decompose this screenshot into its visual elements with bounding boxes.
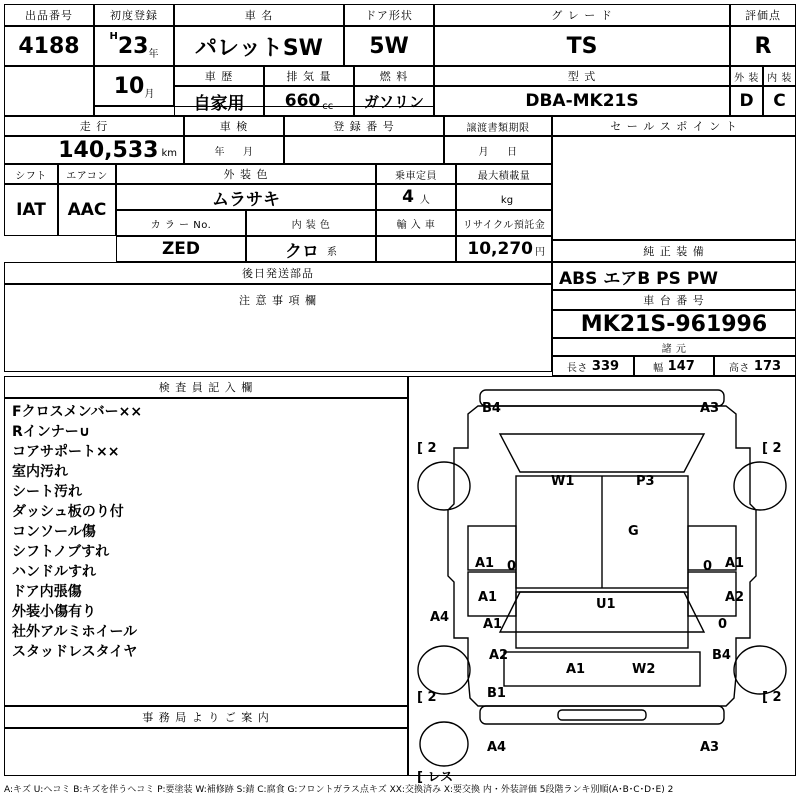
recycle-number: 10,270 — [467, 239, 533, 259]
damage-mark: A3 — [700, 740, 720, 755]
damage-mark: [ 2 — [762, 441, 782, 456]
caution-title: 注 意 事 項 欄 — [239, 294, 317, 307]
dimensions-label: 諸 元 — [552, 338, 796, 356]
aircon-label: エアコン — [58, 164, 116, 184]
chassis-value: MK21S-961996 — [552, 310, 796, 338]
interior-grade-value: C — [763, 86, 796, 116]
exterior-label: 外 装 — [730, 66, 763, 86]
equipment-label: 純 正 装 備 — [552, 240, 796, 262]
inspection-value — [184, 136, 284, 164]
sales-point-label: セ ー ル ス ポ イ ン ト — [552, 116, 796, 136]
first-reg-year: 23 — [117, 33, 149, 59]
fuel-value: ガソリン — [354, 86, 434, 116]
inspection-year-unit: 年 — [214, 146, 225, 158]
interior-color-value — [246, 236, 376, 262]
exhibit-no-value: 4188 — [4, 26, 94, 66]
inspector-notes-list — [6, 398, 406, 706]
damage-mark: [ 2 — [417, 690, 437, 705]
legend-footer: A:キズ U:ヘコミ B:キズを伴うヘコミ P:要塗装 W:補修跡 S:錆 C:腐食 G:フロントガラス点キズ XX:交換済み X:要交換 内・外装評価 5段階ランキ別順(A･B･C･D･E) 2 — [4, 785, 674, 795]
rating-value: R — [730, 26, 796, 66]
recycle-value — [456, 236, 552, 262]
inspector-note-line: スタッドレスタイヤ — [12, 644, 138, 660]
transfer-deadline-label: 譲渡書類期限 — [444, 116, 552, 136]
rating-label: 評価点 — [730, 4, 796, 26]
recycle-unit: 円 — [535, 247, 545, 258]
length-label: 長さ — [566, 362, 588, 374]
inspector-note-line: Rインナー∪ — [12, 424, 91, 440]
inspector-label: 検 査 員 記 入 欄 — [4, 376, 408, 398]
seats-value — [376, 184, 456, 210]
first-registration-month — [94, 66, 174, 106]
transfer-day-unit: 日 — [507, 146, 518, 158]
damage-mark: 0 — [718, 617, 728, 632]
damage-mark: W1 — [551, 474, 575, 489]
equipment-value: ABS エアB PS PW — [552, 262, 796, 290]
exterior-color-value: ムラサキ — [116, 184, 376, 210]
car-history-label: 車 歴 — [174, 66, 264, 86]
damage-mark: A3 — [700, 401, 720, 416]
damage-mark: A1 — [483, 617, 503, 632]
damage-mark: B4 — [482, 401, 501, 416]
mileage-unit: km — [161, 148, 177, 159]
width-label: 幅 — [653, 362, 664, 374]
inspector-note-line: ドア内張傷 — [12, 584, 82, 600]
registration-value — [284, 136, 444, 164]
interior-label: 内 装 — [763, 66, 796, 86]
interior-color-text: クロ — [285, 241, 319, 262]
damage-mark: [ 2 — [762, 690, 782, 705]
displacement-label: 排 気 量 — [264, 66, 354, 86]
car-name-label: 車 名 — [174, 4, 344, 26]
inspector-note-line: シート汚れ — [12, 484, 82, 500]
damage-mark: A2 — [725, 590, 745, 605]
car-name-value: パレットSW — [174, 26, 344, 66]
displacement-number: 660 — [284, 91, 321, 111]
max-load-unit: kg — [500, 195, 514, 206]
inspector-note-line: 外装小傷有り — [12, 604, 96, 620]
displacement-unit: cc — [322, 101, 334, 112]
damage-mark: A1 — [725, 556, 745, 571]
mileage-label: 走 行 — [4, 116, 184, 136]
seats-unit: 人 — [419, 195, 430, 206]
max-load-value — [456, 184, 552, 210]
transfer-month-unit: 月 — [478, 146, 489, 158]
mileage-value — [4, 136, 184, 164]
chassis-label: 車 台 番 号 — [552, 290, 796, 310]
color-no-value: ZED — [116, 236, 246, 262]
header-spacer — [94, 106, 434, 116]
registration-label: 登 録 番 号 — [284, 116, 444, 136]
color-no-label: カ ラ ー No. — [116, 210, 246, 236]
damage-mark: U1 — [596, 597, 616, 612]
damage-mark: A2 — [489, 648, 509, 663]
car-outline-diagram — [408, 376, 796, 776]
inspector-note-line: 社外アルミホイール — [12, 624, 138, 640]
seats-label: 乗車定員 — [376, 164, 456, 184]
later-parts-label: 後日発送部品 — [4, 262, 552, 284]
office-notice-box — [4, 728, 408, 776]
office-notice-label: 事 務 局 よ り ご 案 内 — [4, 706, 408, 728]
inspection-month-unit: 月 — [243, 146, 254, 158]
damage-mark: A1 — [566, 662, 586, 677]
first-reg-era: H — [109, 31, 118, 42]
inspector-note-line: ハンドルすれ — [12, 564, 96, 580]
model-value: DBA-MK21S — [434, 86, 730, 116]
grade-value: TS — [434, 26, 730, 66]
width-value: 147 — [667, 358, 695, 374]
damage-mark: [ レス — [417, 770, 454, 785]
length-value: 339 — [591, 358, 620, 374]
recycle-label: リサイクル預託金 — [456, 210, 552, 236]
import-value — [376, 236, 456, 262]
first-reg-label: 初度登録 — [94, 4, 174, 26]
mileage-number: 140,533 — [58, 137, 159, 163]
interior-color-label: 内 装 色 — [246, 210, 376, 236]
model-label: 型 式 — [434, 66, 730, 86]
caution-box — [4, 284, 552, 372]
inspector-note-line: コンソール傷 — [12, 524, 96, 540]
height-label: 高さ — [728, 362, 750, 374]
car-history-value: 自家用 — [174, 86, 264, 116]
damage-mark: W2 — [632, 662, 656, 677]
damage-mark: A4 — [430, 610, 450, 625]
inspector-note-line: シフトノブすれ — [12, 544, 110, 560]
transfer-deadline-value — [444, 136, 552, 164]
damage-mark: A4 — [487, 740, 507, 755]
first-registration-value — [94, 26, 174, 66]
inspection-label: 車 検 — [184, 116, 284, 136]
damage-mark: [ 2 — [417, 441, 437, 456]
door-shape-label: ドア形状 — [344, 4, 434, 26]
damage-mark: P3 — [636, 474, 655, 489]
damage-mark: G — [628, 524, 639, 539]
inspector-note-line: Fクロスメンバー×× — [12, 404, 143, 420]
interior-color-suffix: 系 — [327, 247, 337, 258]
damage-mark: B4 — [712, 648, 731, 663]
length-cell — [552, 356, 634, 376]
grade-label: グ レ ー ド — [434, 4, 730, 26]
import-label: 輸 入 車 — [376, 210, 456, 236]
exhibit-no-label: 出品番号 — [4, 4, 94, 26]
height-cell — [714, 356, 796, 376]
damage-mark: B1 — [487, 686, 506, 701]
exhibit-filler — [4, 66, 94, 116]
sales-point-box — [552, 136, 796, 240]
first-reg-month-unit: 月 — [144, 89, 155, 100]
damage-mark: A1 — [478, 590, 498, 605]
width-cell — [634, 356, 714, 376]
exterior-grade-value: D — [730, 86, 763, 116]
inspector-note-line: 室内汚れ — [12, 464, 68, 480]
damage-mark: 0 — [507, 559, 517, 574]
inspector-note-line: コアサポート×× — [12, 444, 120, 460]
first-reg-year-unit: 年 — [148, 49, 159, 60]
damage-mark: A1 — [475, 556, 495, 571]
max-load-label: 最大積載量 — [456, 164, 552, 184]
seats-number: 4 — [402, 187, 414, 207]
inspector-note-line: ダッシュ板のり付 — [12, 504, 124, 520]
aircon-value: AAC — [58, 184, 116, 236]
fuel-label: 燃 料 — [354, 66, 434, 86]
exterior-color-label: 外 装 色 — [116, 164, 376, 184]
door-shape-value: 5W — [344, 26, 434, 66]
damage-mark: 0 — [703, 559, 713, 574]
first-reg-month: 10 — [113, 73, 145, 99]
shift-value: IAT — [4, 184, 58, 236]
height-value: 173 — [753, 358, 782, 374]
shift-label: シフト — [4, 164, 58, 184]
